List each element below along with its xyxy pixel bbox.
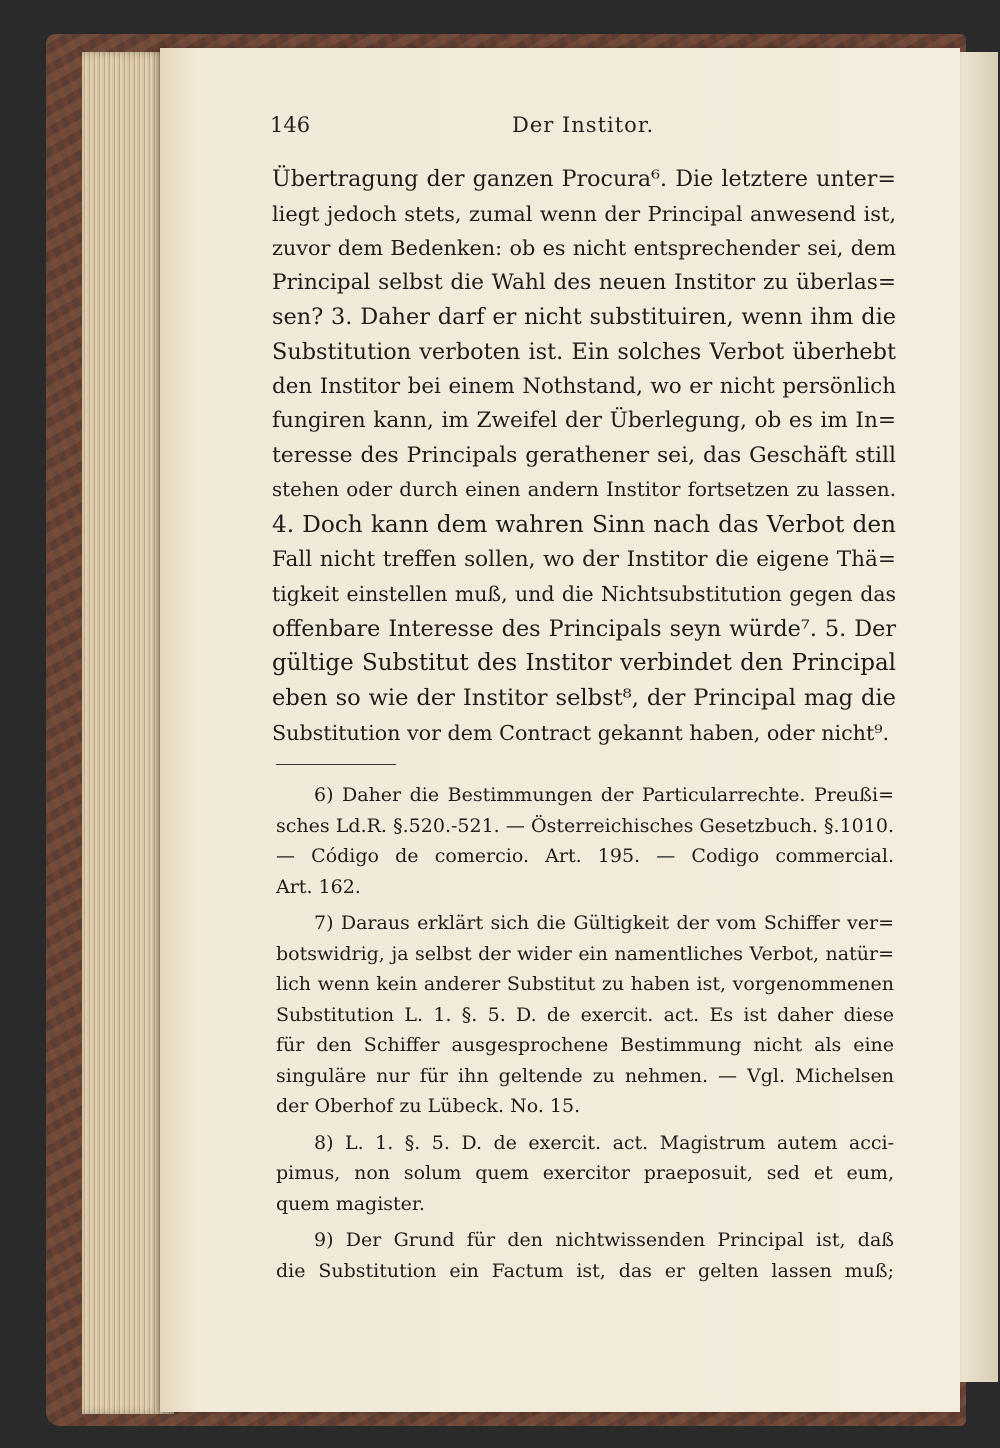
footnote-line: Substitution L. 1. §. 5. D. de exercit. act. Es ist daher diese (276, 1003, 894, 1026)
text-line: Übertragung der ganzen Procura⁶. Die letztere unter= (272, 166, 896, 192)
text-line: offenbare Interesse des Principals seyn würde⁷. 5. Der (272, 615, 896, 642)
text-line: tigkeit einstellen muß, und die Nichtsubstitution gegen das (272, 582, 896, 607)
footnote-line: 8) L. 1. §. 5. D. de exercit. act. Magistrum autem acci- (314, 1131, 894, 1154)
footnote-line: Art. 162. (276, 875, 361, 898)
text-line: stehen oder durch einen andern Institor fortsetzen zu lassen. (272, 478, 896, 502)
footnote-line: lich wenn kein anderer Substitut zu haben ist, vorgenommenen (276, 973, 894, 995)
footnote-line: 7) Daraus erklärt sich die Gültigkeit der vom Schiffer ver= (314, 912, 894, 934)
text-line: sen? 3. Daher darf er nicht substituiren, wenn ihm die (272, 304, 896, 331)
footnote-line: singuläre nur für ihn geltende zu nehmen. — Vgl. Michelsen (276, 1064, 894, 1087)
text-line: Principal selbst die Wahl des neuen Institor zu überlas= (272, 269, 896, 295)
facing-page-edge (958, 52, 998, 1382)
footnote-line: der Oberhof zu Lübeck. No. 15. (276, 1095, 581, 1117)
text-line: teresse des Principals gerathener sei, das Geschäft still (272, 442, 896, 468)
footnote-line: die Substitution ein Factum ist, das er gelten lassen muß; (276, 1259, 894, 1282)
text-line: Substitution verboten ist. Ein solches Verbot überhebt (272, 338, 896, 365)
text-line: gültige Substitut des Institor verbindet den Principal (272, 650, 896, 677)
text-line: den Institor bei einem Nothstand, wo er nicht persönlich (272, 373, 896, 399)
text-line: Substitution vor dem Contract gekannt haben, oder nicht⁹. (272, 720, 890, 745)
page-number: 146 (270, 113, 311, 137)
text-line: zuvor dem Bedenken: ob es nicht entsprechender sei, dem (272, 236, 896, 261)
text-line: eben so wie der Institor selbst⁸, der Principal mag die (272, 684, 896, 711)
page-header (270, 113, 890, 145)
footnote-8 (276, 1128, 894, 1220)
footnote-line: pimus, non solum quem exercitor praeposuit, sed et eum, (276, 1162, 894, 1184)
footnote-7 (276, 908, 894, 1122)
text-line: Fall nicht treffen sollen, wo der Institor die eigene Thä= (272, 546, 896, 572)
footnote-divider (276, 764, 396, 765)
footnote-line: sches Ld.R. §.520.-521. — Österreichisches Gesetzbuch. §.1010. (276, 814, 894, 837)
footnote-9 (276, 1225, 894, 1286)
footnotes (276, 780, 894, 1286)
footnote-line: botswidrig, ja selbst der wider ein namentliches Verbot, natür= (276, 942, 894, 965)
footnote-6 (276, 780, 894, 902)
text-line: fungiren kann, im Zweifel der Überlegung, ob es im In= (272, 408, 896, 434)
footnote-line: — Código de comercio. Art. 195. — Codigo commercial. (276, 845, 894, 867)
running-head: Der Institor. (512, 113, 655, 137)
text-line: 4. Doch kann dem wahren Sinn nach das Verbot den (272, 510, 896, 538)
footnote-line: für den Schiffer ausgesprochene Bestimmung nicht als eine (276, 1034, 894, 1056)
footnote-line: 6) Daher die Bestimmungen der Particularrechte. Preußi= (314, 784, 894, 806)
footnote-line: quem magister. (276, 1192, 425, 1215)
text-line: liegt jedoch stets, zumal wenn der Principal anwesend ist, (272, 201, 896, 226)
footnote-line: 9) Der Grund für den nichtwissenden Principal ist, daß (314, 1229, 894, 1251)
main-text (272, 162, 896, 750)
